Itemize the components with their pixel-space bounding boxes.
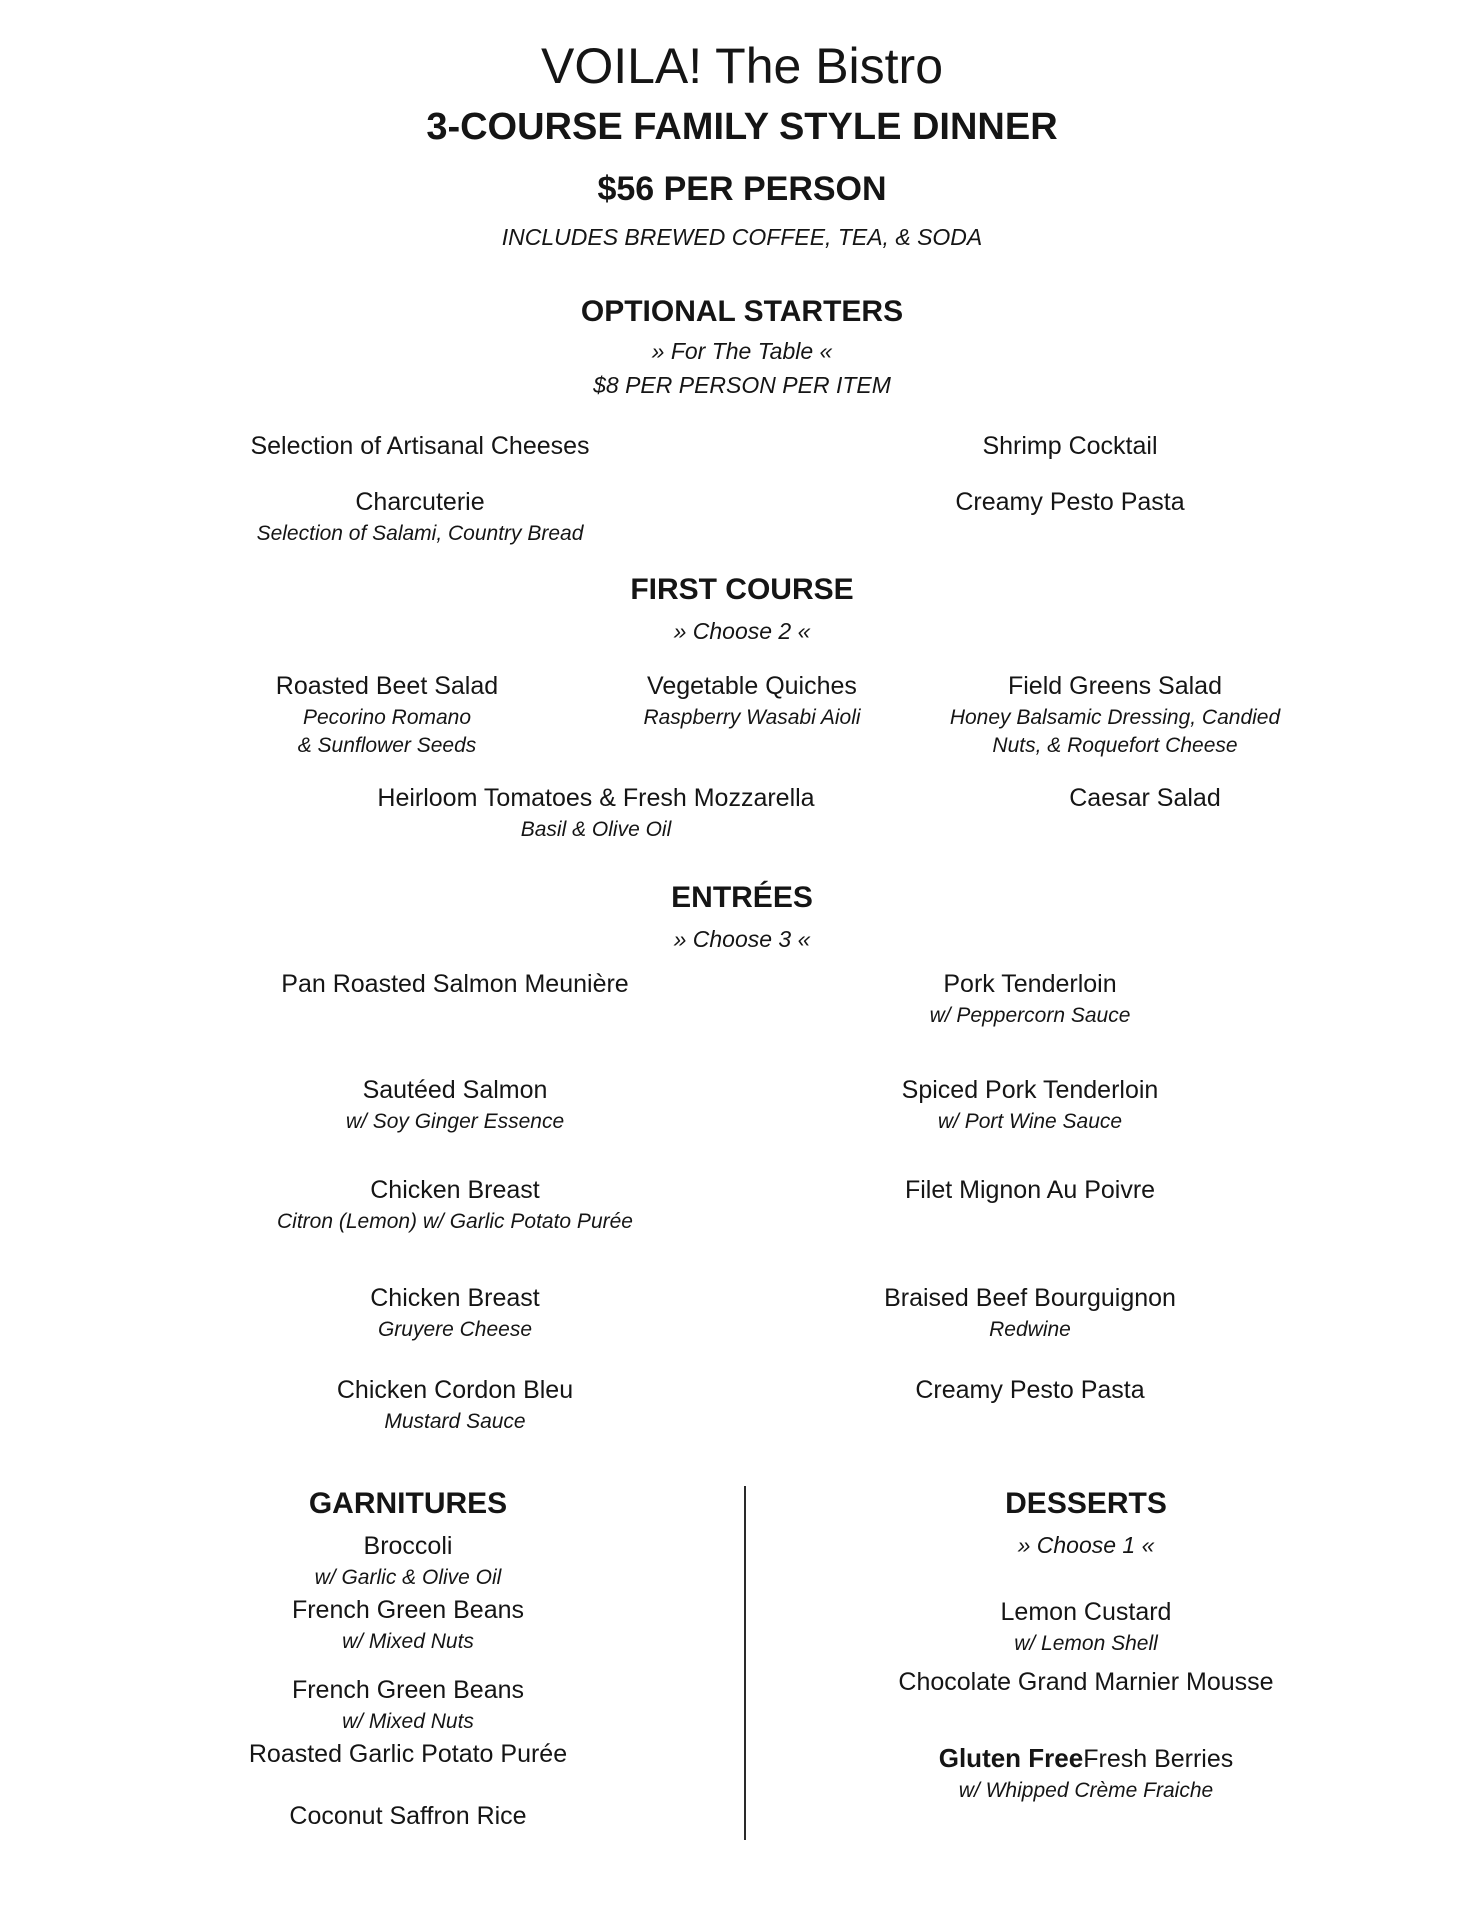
menu-item [155, 1172, 755, 1236]
menu-item [155, 1072, 755, 1136]
starters-tagline: » For The Table « [651, 338, 833, 364]
menu-item-name: French Green Beans [291, 1596, 525, 1624]
menu-item [786, 1594, 1386, 1658]
column-divider [744, 1486, 746, 1840]
menu-item [108, 1528, 708, 1592]
menu-item-note: Gruyere Cheese [377, 1318, 533, 1341]
menu-item-note: w/ Port Wine Sauce [937, 1110, 1123, 1133]
menu-item-name: Lemon Custard [1000, 1598, 1172, 1626]
menu-item-name: Pork Tenderloin [943, 970, 1117, 998]
menu-item-name: Shrimp Cocktail [982, 432, 1158, 460]
menu-item-note: Selection of Salami, Country Bread [256, 522, 584, 545]
desserts-choose: » Choose 1 « [1017, 1532, 1155, 1558]
menu-item-name: Chicken Cordon Bleu [336, 1376, 574, 1404]
menu-item-name: Roasted Beet Salad [275, 672, 499, 700]
section-heading-desserts: DESSERTS [1005, 1487, 1167, 1520]
entrees-choose: » Choose 3 « [673, 926, 811, 952]
menu-item-name: Braised Beef Bourguignon [884, 1284, 1176, 1312]
menu-item-name: Fresh Berries [1083, 1745, 1234, 1773]
menu-item [786, 1740, 1386, 1805]
menu-item-name: Broccoli [363, 1532, 453, 1560]
menu-subtitle: 3-COURSE FAMILY STYLE DINNER [426, 106, 1058, 148]
section-heading-optional-starters: OPTIONAL STARTERS [580, 295, 904, 328]
menu-item [108, 1672, 708, 1736]
menu-title: VOILA! The Bistro [540, 38, 944, 94]
menu-item-name: Coconut Saffron Rice [289, 1802, 527, 1830]
gluten-free-label: Gluten Free [938, 1743, 1084, 1773]
menu-item [155, 1280, 755, 1344]
price-per-person: $56 PER PERSON [597, 170, 887, 208]
menu-item-note: Honey Balsamic Dressing, Candied [949, 706, 1281, 729]
menu-item-note: w/ Lemon Shell [1014, 1632, 1158, 1655]
menu-item-name: French Green Beans [291, 1676, 525, 1704]
menu-item-note: w/ Soy Ginger Essence [345, 1110, 565, 1133]
menu-item-name: Filet Mignon Au Poivre [904, 1176, 1156, 1204]
menu-item-note: w/ Peppercorn Sauce [929, 1004, 1131, 1027]
menu-item [155, 1372, 755, 1436]
section-heading-first-course: FIRST COURSE [630, 573, 854, 606]
menu-item-name [786, 1740, 1386, 1777]
menu-item-name: Selection of Artisanal Cheeses [250, 432, 590, 460]
menu-item-name: Pan Roasted Salmon Meunière [281, 970, 629, 998]
menu-item-note: Mustard Sauce [384, 1410, 526, 1433]
first-course-choose: » Choose 2 « [673, 618, 811, 644]
menu-item-name: Roasted Garlic Potato Purée [248, 1740, 568, 1768]
menu-item [120, 484, 720, 548]
menu-item-name: Caesar Salad [1069, 784, 1221, 812]
section-heading-garnitures: GARNITURES [308, 1487, 508, 1520]
menu-item-note: Raspberry Wasabi Aioli [643, 706, 861, 729]
menu-item-note: & Sunflower Seeds [297, 734, 477, 757]
menu-item [296, 780, 896, 844]
includes-note: INCLUDES BREWED COFFEE, TEA, & SODA [501, 224, 983, 250]
menu-item-note: Redwine [989, 1318, 1071, 1341]
menu-item-note: w/ Whipped Crème Fraiche [958, 1779, 1214, 1802]
menu-item-name: Heirloom Tomatoes & Fresh Mozzarella [377, 784, 815, 812]
menu-item-note: w/ Garlic & Olive Oil [314, 1566, 502, 1589]
menu-item-name: Creamy Pesto Pasta [915, 1376, 1145, 1404]
menu-item-name: Spiced Pork Tenderloin [901, 1076, 1159, 1104]
section-heading-entrees: ENTRÉES [671, 881, 813, 914]
menu-item-note: Citron (Lemon) w/ Garlic Potato Purée [277, 1210, 633, 1233]
menu-item [108, 1592, 708, 1656]
menu-item-name: Sautéed Salmon [362, 1076, 548, 1104]
menu-item [730, 1072, 1330, 1136]
menu-item-name: Vegetable Quiches [647, 672, 857, 700]
menu-item [865, 668, 1365, 760]
menu-item-note: w/ Mixed Nuts [342, 1630, 474, 1653]
starters-price-note: $8 PER PERSON PER ITEM [593, 372, 891, 398]
menu-item-name: Chocolate Grand Marnier Mousse [898, 1668, 1274, 1696]
menu-item-name: Field Greens Salad [1007, 672, 1222, 700]
menu-item-name: Creamy Pesto Pasta [955, 488, 1185, 516]
menu-item-name: Chicken Breast [370, 1176, 540, 1204]
menu-item-note: w/ Mixed Nuts [342, 1710, 474, 1733]
menu-item-note: Nuts, & Roquefort Cheese [992, 734, 1238, 757]
menu-item-note: Pecorino Romano [302, 706, 472, 729]
menu-item-name: Chicken Breast [370, 1284, 540, 1312]
menu-item [730, 966, 1330, 1030]
menu-item-note: Basil & Olive Oil [520, 818, 672, 841]
menu-item-name: Charcuterie [355, 488, 485, 516]
menu-item [730, 1280, 1330, 1344]
